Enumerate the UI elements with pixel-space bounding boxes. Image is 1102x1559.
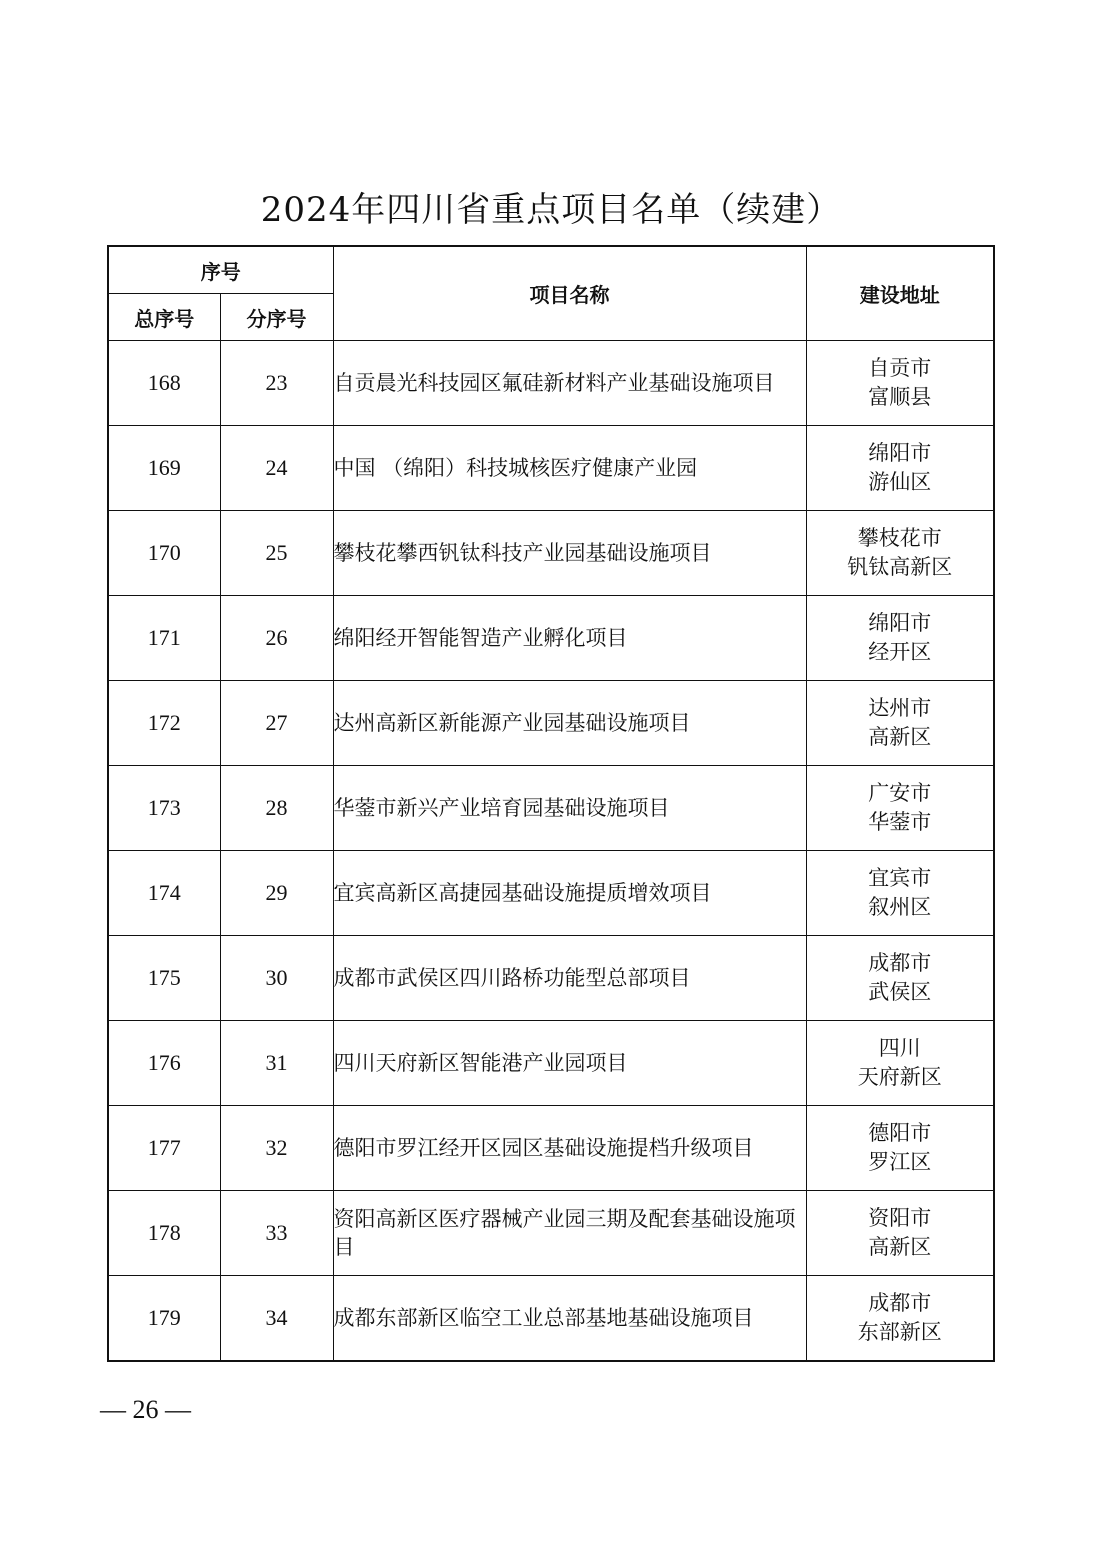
total-seq-cell: 170 <box>108 511 220 596</box>
address-cell <box>806 766 994 851</box>
sub-seq-cell: 26 <box>220 596 333 681</box>
address-cell <box>806 1276 994 1362</box>
total-seq-cell: 175 <box>108 936 220 1021</box>
address-city: 绵阳市 <box>868 441 932 465</box>
address-district: 天府新区 <box>857 1065 942 1089</box>
address-city: 资阳市 <box>868 1206 932 1230</box>
table-row <box>108 766 994 851</box>
sub-seq-cell: 23 <box>220 341 333 426</box>
project-name-cell: 中国 （绵阳）科技城核医疗健康产业园 <box>333 426 806 511</box>
address-district: 叙州区 <box>868 895 932 919</box>
address-district: 钒钛高新区 <box>847 555 953 579</box>
address-city: 宜宾市 <box>868 866 932 890</box>
address-city: 自贡市 <box>868 356 932 380</box>
address-cell <box>806 681 994 766</box>
total-seq-cell: 168 <box>108 341 220 426</box>
table-row <box>108 1191 994 1276</box>
address-city: 达州市 <box>868 696 932 720</box>
address-city: 成都市 <box>868 1291 932 1315</box>
address-district: 高新区 <box>868 1235 932 1259</box>
project-name-cell: 攀枝花攀西钒钛科技产业园基础设施项目 <box>333 511 806 596</box>
header-address: 建设地址 <box>806 246 994 341</box>
table-row <box>108 681 994 766</box>
project-name-cell: 成都东部新区临空工业总部基地基础设施项目 <box>333 1276 806 1362</box>
sub-seq-cell: 28 <box>220 766 333 851</box>
address-city: 四川 <box>878 1036 921 1060</box>
address-district: 罗江区 <box>868 1150 932 1174</box>
header-sub-seq: 分序号 <box>220 294 333 341</box>
table-row <box>108 426 994 511</box>
table-row <box>108 1021 994 1106</box>
address-city: 成都市 <box>868 951 932 975</box>
address-city: 攀枝花市 <box>857 526 942 550</box>
sub-seq-cell: 29 <box>220 851 333 936</box>
total-seq-cell: 179 <box>108 1276 220 1362</box>
address-cell <box>806 341 994 426</box>
project-name-cell: 自贡晨光科技园区氟硅新材料产业基础设施项目 <box>333 341 806 426</box>
project-name-cell: 资阳高新区医疗器械产业园三期及配套基础设施项目 <box>333 1191 806 1276</box>
sub-seq-cell: 24 <box>220 426 333 511</box>
table-row <box>108 1276 994 1362</box>
sub-seq-cell: 34 <box>220 1276 333 1362</box>
total-seq-cell: 169 <box>108 426 220 511</box>
table-row <box>108 341 994 426</box>
address-cell <box>806 426 994 511</box>
address-district: 游仙区 <box>868 470 932 494</box>
address-cell <box>806 596 994 681</box>
table-row <box>108 1106 994 1191</box>
address-district: 经开区 <box>868 640 932 664</box>
address-city: 绵阳市 <box>868 611 932 635</box>
table-body <box>108 341 994 1362</box>
project-name-cell: 成都市武侯区四川路桥功能型总部项目 <box>333 936 806 1021</box>
sub-seq-cell: 27 <box>220 681 333 766</box>
total-seq-cell: 172 <box>108 681 220 766</box>
table-row <box>108 851 994 936</box>
address-district: 华蓥市 <box>868 810 932 834</box>
sub-seq-cell: 31 <box>220 1021 333 1106</box>
sub-seq-cell: 33 <box>220 1191 333 1276</box>
address-district: 高新区 <box>868 725 932 749</box>
sub-seq-cell: 30 <box>220 936 333 1021</box>
address-city: 德阳市 <box>868 1121 932 1145</box>
address-cell <box>806 936 994 1021</box>
address-cell <box>806 1106 994 1191</box>
address-cell <box>806 1191 994 1276</box>
total-seq-cell: 171 <box>108 596 220 681</box>
total-seq-cell: 173 <box>108 766 220 851</box>
address-cell <box>806 1021 994 1106</box>
address-cell <box>806 511 994 596</box>
header-project-name: 项目名称 <box>333 246 806 341</box>
header-seq: 序号 <box>108 246 333 294</box>
total-seq-cell: 176 <box>108 1021 220 1106</box>
total-seq-cell: 178 <box>108 1191 220 1276</box>
project-name-cell: 德阳市罗江经开区园区基础设施提档升级项目 <box>333 1106 806 1191</box>
sub-seq-cell: 32 <box>220 1106 333 1191</box>
project-table <box>107 245 995 1362</box>
total-seq-cell: 177 <box>108 1106 220 1191</box>
page-title: 2024年四川省重点项目名单（续建） <box>260 190 842 230</box>
table-row <box>108 511 994 596</box>
project-name-cell: 华蓥市新兴产业培育园基础设施项目 <box>333 766 806 851</box>
project-name-cell: 达州高新区新能源产业园基础设施项目 <box>333 681 806 766</box>
project-name-cell: 宜宾高新区高捷园基础设施提质增效项目 <box>333 851 806 936</box>
project-name-cell: 四川天府新区智能港产业园项目 <box>333 1021 806 1106</box>
address-district: 东部新区 <box>857 1320 942 1344</box>
header-total-seq: 总序号 <box>108 294 220 341</box>
sub-seq-cell: 25 <box>220 511 333 596</box>
address-district: 富顺县 <box>868 385 932 409</box>
address-district: 武侯区 <box>868 980 932 1004</box>
page-number: — 26 — <box>100 1395 191 1424</box>
project-name-cell: 绵阳经开智能智造产业孵化项目 <box>333 596 806 681</box>
total-seq-cell: 174 <box>108 851 220 936</box>
address-cell <box>806 851 994 936</box>
table-row <box>108 936 994 1021</box>
table-row <box>108 596 994 681</box>
address-city: 广安市 <box>868 781 932 805</box>
